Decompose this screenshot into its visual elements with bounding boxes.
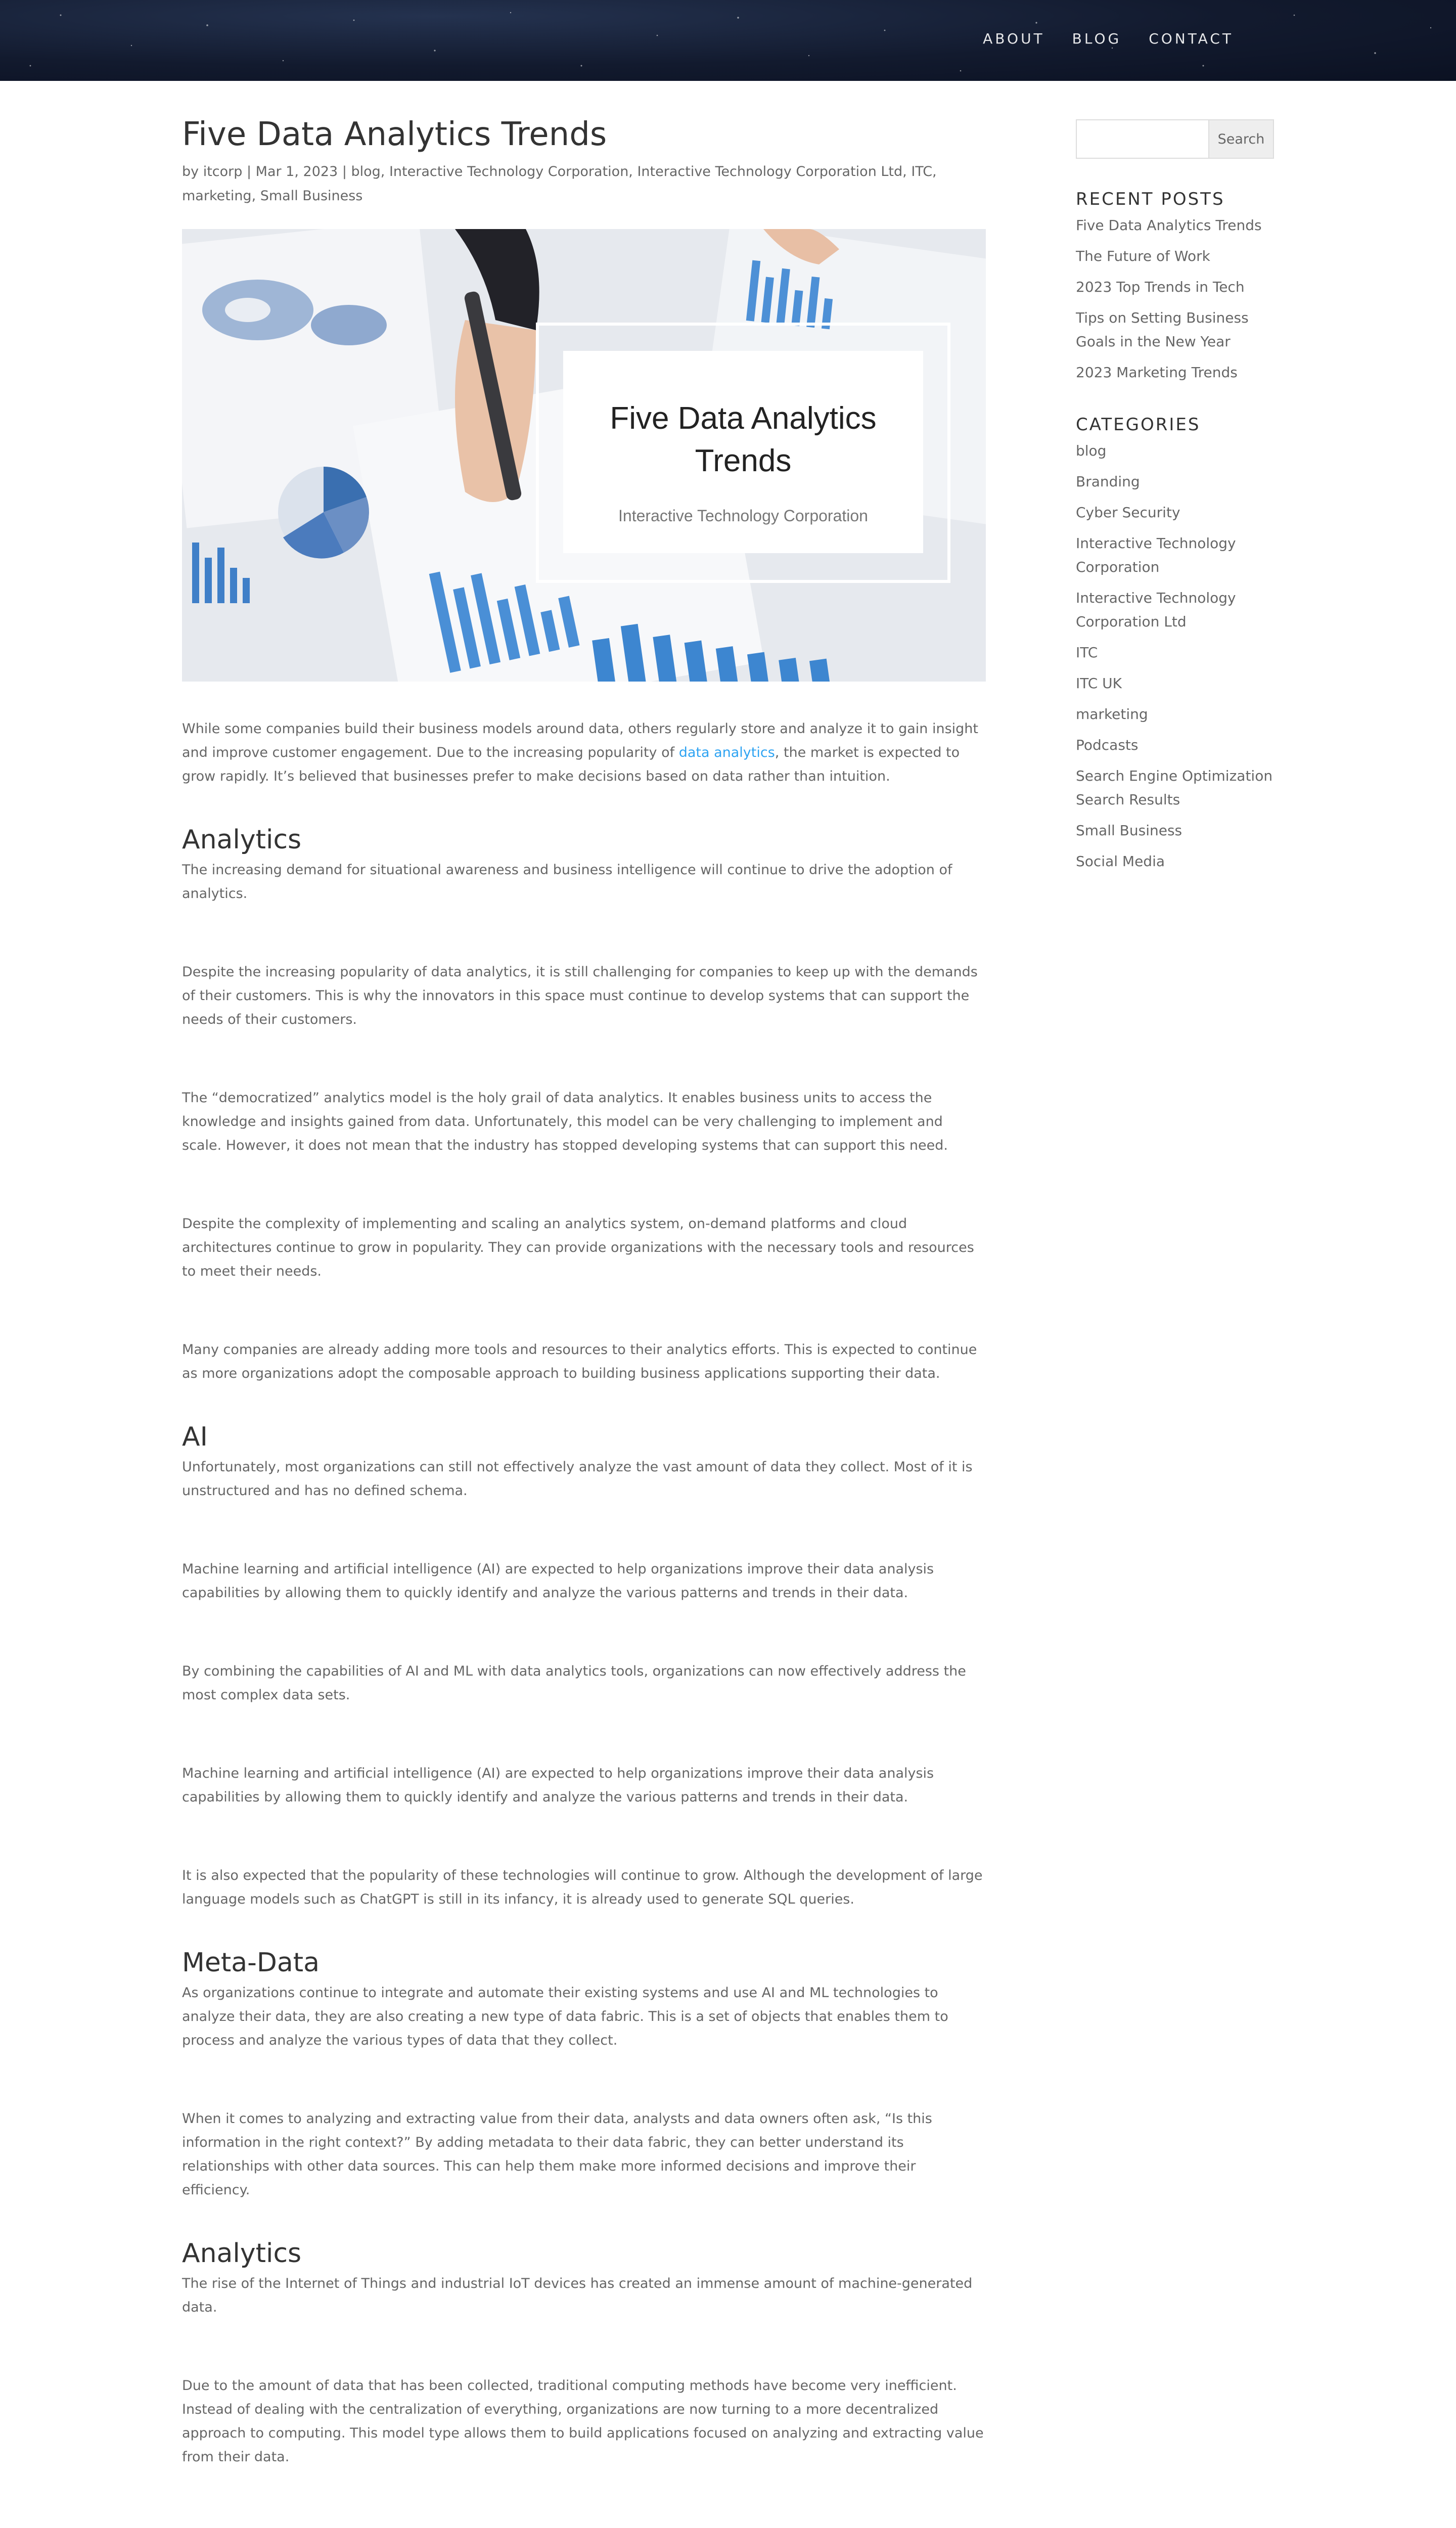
- category-link[interactable]: Cyber Security: [1076, 504, 1180, 521]
- list-item: [1076, 641, 1274, 664]
- list-item: [1076, 470, 1274, 493]
- list-item: [1076, 849, 1274, 873]
- sidebar: [1076, 119, 1274, 880]
- paragraph: It is also expected that the popularity of these technologies will continue to grow. Although the development of large language models such as ChatGPT is still in its infancy, it is already used to generate SQL queries.: [182, 1868, 983, 1907]
- categories-title: CATEGORIES: [1076, 415, 1201, 435]
- main-nav: [983, 30, 1234, 47]
- list-item: [1076, 531, 1274, 579]
- hero-title-text: Five Data Analytics Trends: [610, 401, 877, 478]
- post-title: Five Data Analytics Trends: [182, 116, 607, 153]
- list-item: [1076, 586, 1274, 634]
- paragraph: The increasing demand for situational awareness and business intelligence will continue to drive the adoption of analytics.: [182, 862, 952, 901]
- paragraph: The “democratized” analytics model is the holy grail of data analytics. It enables business units to access the knowledge and insights gained from data. Unfortunately, this model can be very challenging to implement and scale. However, it does not mean that the industry has stopped developing systems that can support this need.: [182, 1090, 948, 1153]
- intro-text-after: , the market is expected to grow rapidly. It’s believed that businesses prefer to make decisions based on data rather than intuition.: [182, 745, 960, 784]
- paragraph: Despite the complexity of implementing and scaling an analytics system, on-demand platforms and cloud architectures continue to grow in popularity. They can provide organizations with the necessary tools and resources to meet their needs.: [182, 1216, 974, 1279]
- category-link[interactable]: Interactive Technology Corporation Ltd: [1076, 590, 1236, 630]
- paragraph: Unfortunately, most organizations can still not effectively analyze the vast amount of data they collect. Most of it is unstructured and has no defined schema.: [182, 1459, 973, 1499]
- section-heading-analytics-2: Analytics: [182, 2238, 302, 2269]
- post-meta: by itcorp | Mar 1, 2023 | blog, Interactive Technology Corporation, Interactive Technology Corporation Ltd, ITC, marketing, Small Business: [182, 164, 937, 204]
- list-item: [1076, 671, 1274, 695]
- search-button[interactable]: Search: [1209, 119, 1274, 159]
- nav-contact-link[interactable]: CONTACT: [1149, 30, 1234, 47]
- section-heading-analytics: Analytics: [182, 825, 302, 855]
- data-analytics-link[interactable]: data analytics: [678, 745, 775, 760]
- nav-about-link[interactable]: ABOUT: [983, 30, 1045, 47]
- search-form: [1076, 119, 1274, 159]
- list-item: [1076, 213, 1274, 237]
- site-header: [0, 0, 1456, 81]
- post-content: [182, 717, 986, 2528]
- recent-post-link[interactable]: 2023 Marketing Trends: [1076, 364, 1238, 381]
- category-link[interactable]: Podcasts: [1076, 737, 1139, 753]
- hero-subtitle-text: Interactive Technology Corporation: [618, 507, 868, 525]
- paragraph: Many companies are already adding more tools and resources to their analytics efforts. This is expected to continue as more organizations adopt the composable approach to building business applications supporting their data.: [182, 1342, 977, 1381]
- recent-post-link[interactable]: Tips on Setting Business Goals in the New Year: [1076, 309, 1249, 350]
- paragraph: Despite the increasing popularity of data analytics, it is still challenging for companies to keep up with the demands of their customers. This is why the innovators in this space must continue to develop systems that can support the needs of their customers.: [182, 964, 978, 1027]
- list-item: [1076, 702, 1274, 726]
- post-main: [182, 115, 986, 2465]
- recent-posts-title: RECENT POSTS: [1076, 189, 1225, 209]
- starfield-background: [0, 0, 1456, 81]
- intro-text-before: While some companies build their business models around data, others regularly store and analyze it to gain insight and improve customer engagement. Due to the increasing popularity of: [182, 721, 978, 760]
- category-link[interactable]: blog: [1076, 442, 1107, 459]
- list-item: [1076, 501, 1274, 524]
- category-link[interactable]: ITC UK: [1076, 675, 1122, 692]
- category-link[interactable]: Social Media: [1076, 853, 1165, 870]
- paragraph: Due to the amount of data that has been collected, traditional computing methods have become very inefficient. Instead of dealing with the centralization of everything, organizations are now turning to a more decentralized approach to computing. This model type allows them to build applications focused on analyzing and extracting value from their data.: [182, 2378, 984, 2465]
- list-item: [1076, 439, 1274, 463]
- paragraph: The rise of the Internet of Things and industrial IoT devices has created an immense amount of machine-generated data.: [182, 2276, 973, 2315]
- paragraph: [182, 2523, 986, 2528]
- category-link[interactable]: Branding: [1076, 473, 1140, 490]
- category-link[interactable]: Search Engine Optimization Search Results: [1076, 768, 1273, 808]
- paragraph: When it comes to analyzing and extracting value from their data, analysts and data owners often ask, “Is this information in the right context?” By adding metadata to their data fabric, they can better understand its relationships with other data sources. This can help them make more informed decisions and improve their efficiency.: [182, 2111, 932, 2198]
- categories-list: [1076, 439, 1274, 873]
- list-item: [1076, 764, 1274, 811]
- category-link[interactable]: ITC: [1076, 644, 1098, 661]
- recent-posts-list: [1076, 213, 1274, 384]
- category-link[interactable]: Interactive Technology Corporation: [1076, 535, 1236, 575]
- hero-title-card: [563, 351, 923, 553]
- section-heading-meta-data: Meta-Data: [182, 1948, 320, 1978]
- list-item: [1076, 733, 1274, 757]
- list-item: [1076, 306, 1274, 353]
- hero-title-frame: [536, 323, 950, 583]
- paragraph: As organizations continue to integrate and automate their existing systems and use AI and ML technologies to analyze their data, they are also creating a new type of data fabric. This is a set of objects that enables them to process and analyze the various types of data that they collect.: [182, 1985, 948, 2048]
- list-item: [1076, 360, 1274, 384]
- list-item: [1076, 819, 1274, 842]
- paragraph: By combining the capabilities of AI and ML with data analytics tools, organizations can now effectively address the most complex data sets.: [182, 1663, 966, 1703]
- list-item: [1076, 244, 1274, 268]
- intro-paragraph: [182, 717, 986, 788]
- category-link[interactable]: marketing: [1076, 706, 1148, 723]
- category-link[interactable]: Small Business: [1076, 822, 1182, 839]
- search-input[interactable]: [1076, 119, 1209, 159]
- recent-post-link[interactable]: 2023 Top Trends in Tech: [1076, 279, 1245, 295]
- section-heading-ai: AI: [182, 1422, 208, 1452]
- paragraph: Machine learning and artificial intelligence (AI) are expected to help organizations improve their data analysis capabilities by allowing them to quickly identify and analyze the various patterns and trends in their data.: [182, 1561, 934, 1601]
- hero-image: [182, 229, 986, 682]
- list-item: [1076, 275, 1274, 299]
- recent-post-link[interactable]: Five Data Analytics Trends: [1076, 217, 1262, 234]
- recent-post-link[interactable]: The Future of Work: [1076, 248, 1210, 264]
- nav-blog-link[interactable]: BLOG: [1072, 30, 1122, 47]
- paragraph: Machine learning and artificial intelligence (AI) are expected to help organizations improve their data analysis capabilities by allowing them to quickly identify and analyze the various patterns and trends in their data.: [182, 1766, 934, 1805]
